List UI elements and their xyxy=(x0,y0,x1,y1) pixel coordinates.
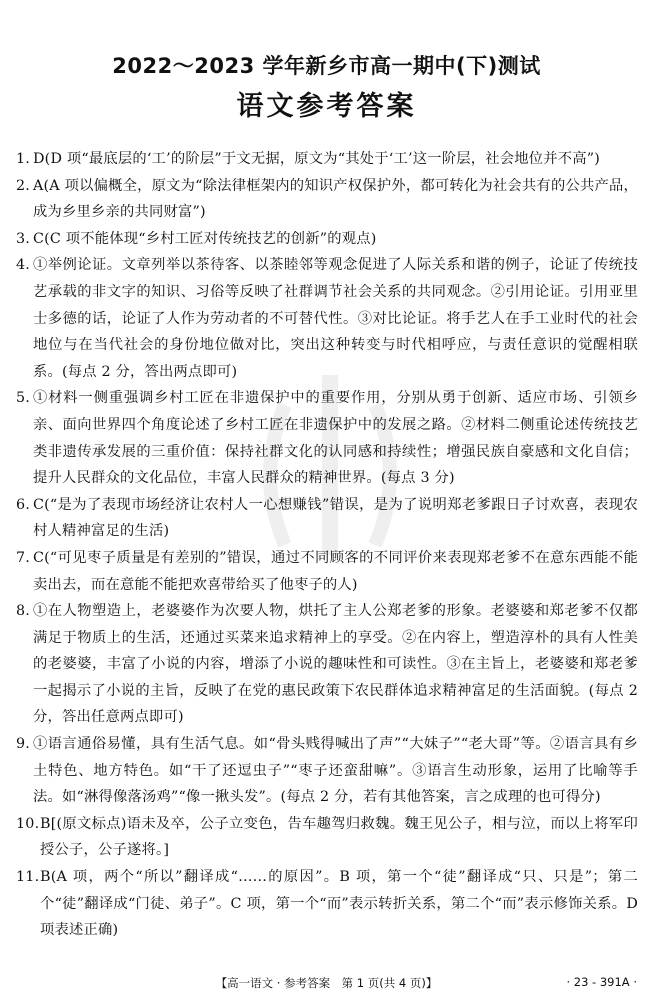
answer-text: C(“是为了表现市场经济让农村人一心想赚钱”错误，是为了说明郑老爹跟日子讨欢喜，表现农村人精神富足的生活) xyxy=(33,496,638,540)
answer-item xyxy=(16,864,638,944)
answer-text: C(“可见枣子质量是有差别的”错误，通过不同顾客的不同评价来表现郑老爹不在意东西能不能卖出去，而在意能不能把欢喜带给买了他枣子的人) xyxy=(33,549,638,593)
question-number: 7. xyxy=(16,549,31,566)
question-number: 6. xyxy=(16,496,31,513)
answer-item xyxy=(16,252,638,385)
document-title: 语文参考答案 xyxy=(236,91,417,122)
answer-text: ①语言通俗易懂，具有生活气息。如“骨头贱得喊出了声”“大妹子”“老大哥”等。②语言具有乡土特色、地方特色。如“干了还逗虫子”“枣子还蛮甜嘛”。③语言生动形象，运用了比喻等手法。如“淋得像落汤鸡”“像一揪头发”。(每点 2 分，若有其他答案，言之成理的也可得分) xyxy=(33,736,638,806)
answer-item xyxy=(16,811,638,864)
footer-code: · 23 - 391A · xyxy=(566,975,637,989)
answer-item xyxy=(16,731,638,811)
answer-text: D(D 项“最底层的‘工’的阶层”于文无据，原文为“其处于‘工’这一阶层，社会地位并不高”) xyxy=(33,151,601,167)
question-number: 4. xyxy=(16,257,31,274)
question-number: 5. xyxy=(16,390,31,407)
page-footer xyxy=(0,973,653,995)
answer-text: ①材料一侧重强调乡村工匠在非遗保护中的重要作用，分别从勇于创新、适应市场、引领乡亲、面向世界四个角度论述了乡村工匠在非遗保护中的发展之路。②材料二侧重论述传统技艺类非遗传承发展的三重价值：保持社群文化的认同感和持续性；增强民族自豪感和文化自信；提升人民群众的文化品位，丰富人民群众的精神世界。(每点 3 分) xyxy=(33,390,638,487)
answer-text: A(A 项以偏概全，原文为“除法律框架内的知识产权保护外，都可转化为社会共有的公共产品，成为乡里乡亲的共同财富”) xyxy=(33,177,638,221)
footer-page-info: 【高一语文 · 参考答案 第 1 页(共 4 页)】 xyxy=(215,976,438,990)
answer-item xyxy=(16,146,638,173)
answer-text: C(C 项不能体现“乡村工匠对传统技艺的创新”的观点) xyxy=(33,230,377,247)
question-number: 9. xyxy=(16,736,31,753)
answer-item xyxy=(16,226,638,253)
question-number: 2. xyxy=(16,177,31,194)
answer-text: B[(原文标点)语未及卒，公子立变色，告车趣驾归救魏。魏王见公子，相与泣，而以上将军印授公子，公子遂将。] xyxy=(40,815,638,859)
answer-item xyxy=(16,173,638,226)
answer-item xyxy=(16,598,638,731)
question-number: 3. xyxy=(16,230,31,247)
answer-text: B(A 项，两个“所以”翻译成“……的原因”。B 项，第一个“徒”翻译成“只、只是”；第二个“徒”翻译成“门徒、弟子”。C 项，第一个“而”表示转折关系，第二个“而”表示修饰关系。D 项表述正确) xyxy=(40,869,638,939)
answer-item xyxy=(16,492,638,545)
question-number: 11. xyxy=(16,869,40,886)
answer-list xyxy=(16,146,638,944)
question-number: 8. xyxy=(16,603,31,620)
question-number: 1. xyxy=(16,151,31,167)
answer-text: ①举例论证。文章列举以茶待客、以茶睦邻等观念促进了人际关系和谐的例子，论证了传统技艺承载的非文字的知识、习俗等反映了社群调节社会关系的共同观念。②引用论证。引用亚里士多德的话，论证了人作为劳动者的不可替代性。③对比论证。将手艺人在手工业时代的社会地位与在当代社会的身份地位做对比，突出这种转变与时代相呼应，与责任意识的觉醒相联系。(每点 2 分，答出两点即可) xyxy=(33,257,638,380)
answer-item xyxy=(16,545,638,598)
question-number: 10. xyxy=(16,815,40,832)
answer-item xyxy=(16,385,638,491)
answer-text: ①在人物塑造上，老婆婆作为次要人物，烘托了主人公郑老爹的形象。老婆婆和郑老爹不仅都满足于物质上的生活，还通过买菜来追求精神上的享受。②在内容上，塑造淳朴的具有人性美的老婆婆，丰富了小说的内容，增添了小说的趣味性和可读性。③在主旨上，老婆婆和郑老爹一起揭示了小说的主旨，反映了在党的惠民政策下农民群体追求精神富足的生活面貌。(每点 2 分，答出任意两点即可) xyxy=(33,603,638,726)
exam-title: 2022～2023 学年新乡市高一期中(下)测试 xyxy=(112,54,541,78)
